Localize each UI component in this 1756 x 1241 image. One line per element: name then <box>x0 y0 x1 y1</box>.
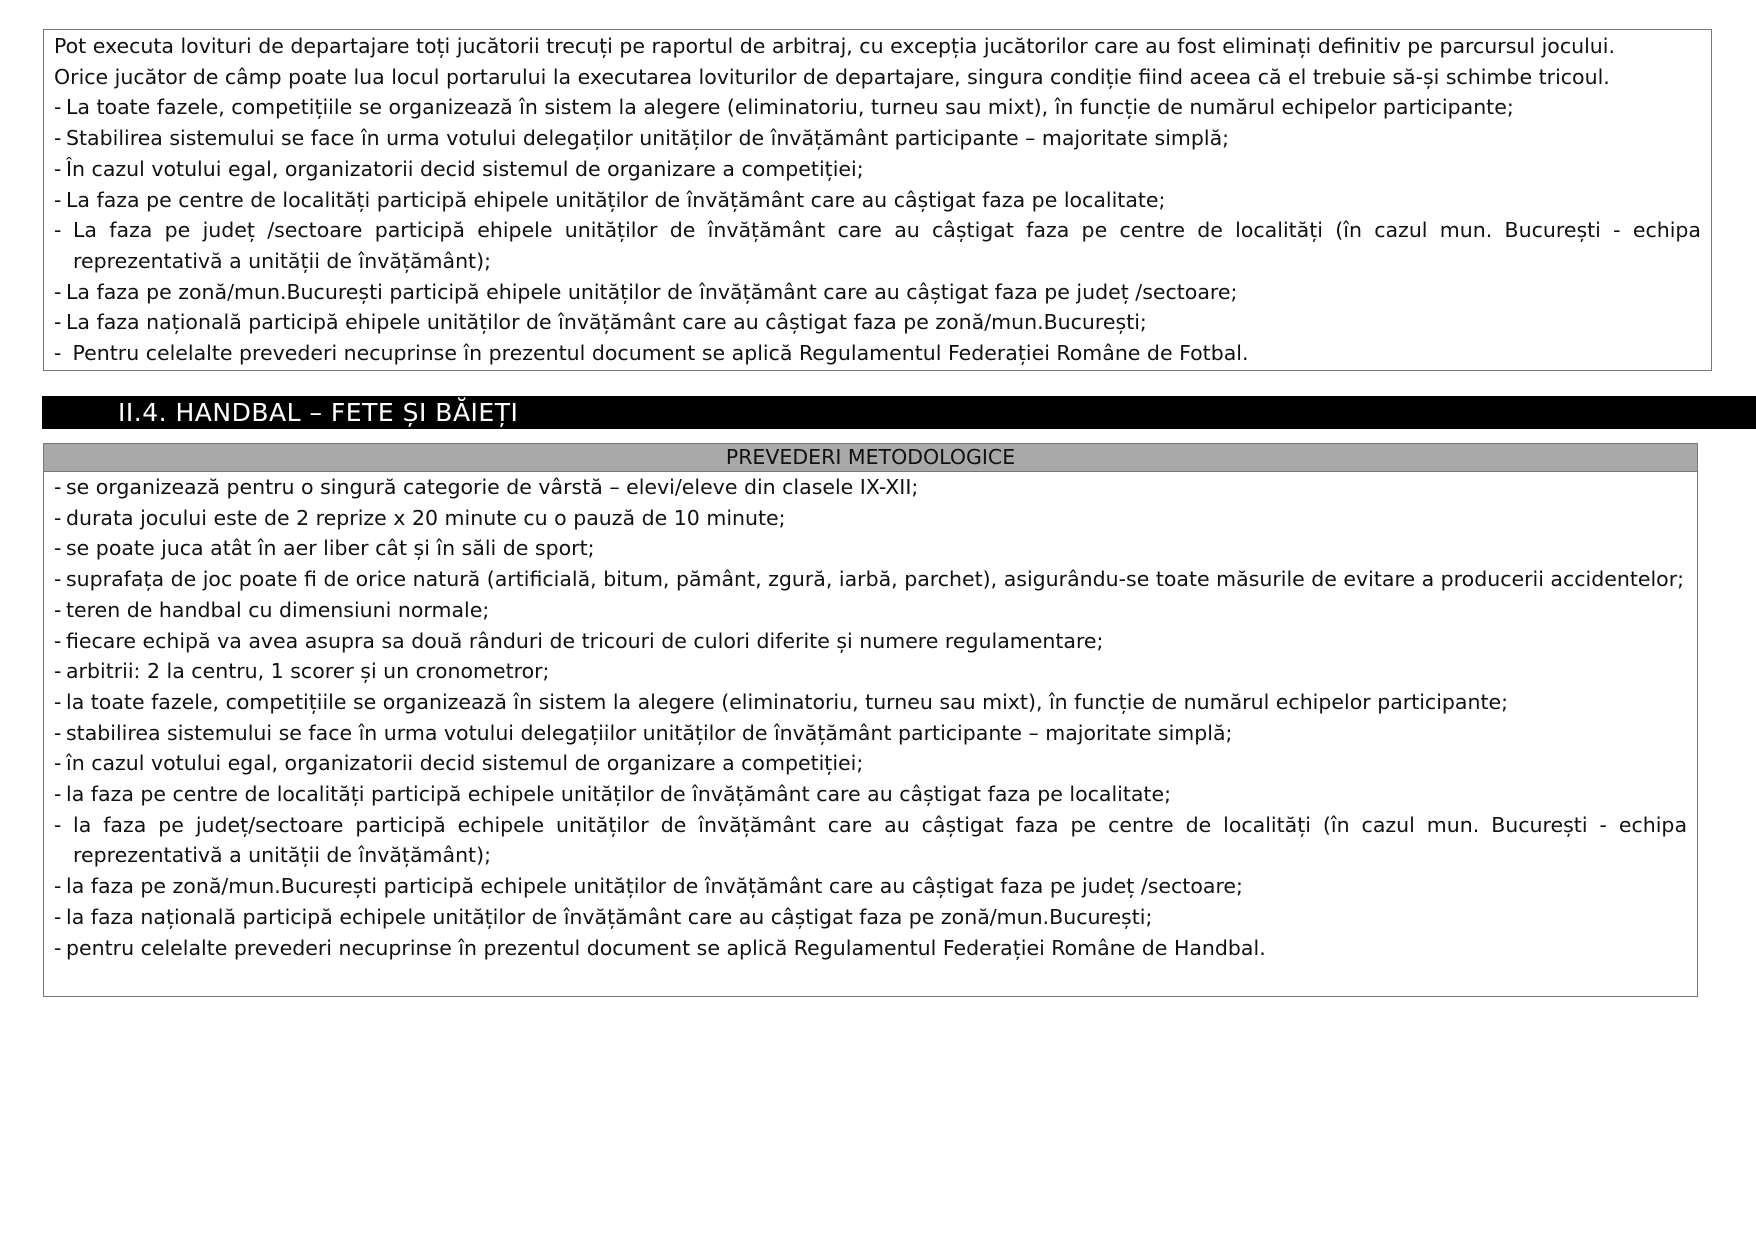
list-item <box>54 595 1687 626</box>
list-item <box>54 718 1687 749</box>
list-item <box>54 748 1687 779</box>
list-item-text: La faza pe centre de localități participă ehipele unităților de învățământ care au câștigat faza pe localitate; <box>66 187 1166 212</box>
list-item-text: Stabilirea sistemului se face în urma votului delegaților unităților de învățământ participante – majoritate simplă; <box>66 126 1230 151</box>
list-item <box>54 626 1687 657</box>
bullet-dash: - <box>54 475 62 499</box>
list-item-text: se organizează pentru o singură categorie de vârstă – elevi/eleve din clasele IX-XII; <box>66 475 919 499</box>
table-header: PREVEDERI METODOLOGICE <box>44 444 1697 472</box>
list-item <box>54 687 1687 718</box>
bullet-dash: - <box>54 536 62 561</box>
bullet-dash: - <box>54 567 62 592</box>
list-item <box>54 185 1701 216</box>
intro-line: Pot executa lovituri de departajare toți jucătorii trecuți pe raportul de arbitraj, cu excepția jucătorilor care au fost eliminați definitiv pe parcursul jocului. <box>54 34 1615 58</box>
bullet-dash: - <box>54 782 62 807</box>
list-item <box>54 472 1687 503</box>
bullet-dash: - <box>54 95 62 120</box>
list-item <box>54 215 1701 276</box>
list-item-text: La toate fazele, competițiile se organizează în sistem la alegere (eliminatoriu, turneu sau mixt), în funcție de numărul echipelor participante; <box>66 95 1514 120</box>
bullet-dash: - <box>54 628 62 653</box>
list-item-text: la faza pe zonă/mun.București participă echipele unităților de învățământ care au câștigat faza pe județ /sectoare; <box>66 874 1243 899</box>
bullet-dash: - <box>54 935 62 960</box>
list-item-text: La faza pe zonă/mun.București participă ehipele unităților de învățământ care au câștigat faza pe județ /sectoare; <box>66 279 1238 304</box>
list-item <box>54 779 1687 810</box>
list-item <box>54 810 1687 871</box>
intro-line: Orice jucător de câmp poate lua locul portarului la executarea loviturilor de departajare, singura condiție fiind aceea că el trebuie să-și schimbe tricoul. <box>54 64 1610 89</box>
list-item <box>54 123 1701 154</box>
list-item-text: pentru celelalte prevederi necuprinse în prezentul document se aplică Regulamentul Federației Române de Handbal. <box>66 935 1266 960</box>
list-item-text: la faza pe județ/sectoare participă echipele unităților de învățământ care au câștigat faza pe centre de localități (în cazul mun. București - echipa reprezentativă a unității de învățământ); <box>73 812 1687 868</box>
bullet-dash: - <box>54 689 62 714</box>
table-body <box>44 472 1697 963</box>
bullet-dash: - <box>54 310 62 335</box>
list-item <box>54 933 1687 964</box>
list-item <box>54 338 1701 369</box>
bullet-dash: - <box>54 720 62 745</box>
list-item-text: durata jocului este de 2 reprize x 20 minute cu o pauză de 10 minute; <box>66 505 786 530</box>
list-item <box>54 902 1687 933</box>
bullet-dash: - <box>54 279 62 304</box>
list-item-text: La faza națională participă ehipele unităților de învățământ care au câștigat faza pe zonă/mun.București; <box>66 310 1147 335</box>
list-item-text: la toate fazele, competițiile se organizează în sistem la alegere (eliminatoriu, turneu sau mixt), în funcție de numărul echipelor participante; <box>66 689 1509 714</box>
list-item-text: la faza pe centre de localități participă echipele unităților de învățământ care au câștigat faza pe localitate; <box>66 782 1171 807</box>
list-item <box>54 92 1701 123</box>
bullet-dash: - <box>54 904 62 929</box>
list-item-text: În cazul votului egal, organizatorii decid sistemul de organizare a competiției; <box>66 156 864 181</box>
bullet-dash: - <box>54 126 62 151</box>
bullet-dash: - <box>54 812 62 837</box>
list-item-text: fiecare echipă va avea asupra sa două rânduri de tricouri de culori diferite și numere regulamentare; <box>66 628 1104 653</box>
section-title: II.4. HANDBAL – FETE ȘI BĂIEȚI <box>42 396 1756 429</box>
list-item <box>54 154 1701 185</box>
list-item-text: în cazul votului egal, organizatorii decid sistemul de organizare a competiției; <box>66 751 864 776</box>
list-item <box>54 871 1687 902</box>
list-item-text: teren de handbal cu dimensiuni normale; <box>66 597 490 622</box>
bullet-dash: - <box>54 187 62 212</box>
bullet-dash: - <box>54 218 62 243</box>
handball-rules-table <box>43 443 1698 997</box>
bullet-dash: - <box>54 505 62 530</box>
list-item <box>54 503 1687 534</box>
bullet-dash: - <box>54 874 62 899</box>
list-item-text: Pentru celelalte prevederi necuprinse în prezentul document se aplică Regulamentul Federației Române de Fotbal. <box>66 341 1249 366</box>
bullet-dash: - <box>54 597 62 622</box>
list-item-text: stabilirea sistemului se face în urma votului delegațiilor unităților de învățământ participante – majoritate simplă; <box>66 720 1233 745</box>
list-item-text: la faza națională participă echipele unităților de învățământ care au câștigat faza pe zonă/mun.București; <box>66 904 1153 929</box>
list-item <box>54 656 1687 687</box>
list-item <box>54 307 1701 338</box>
bullet-dash: - <box>54 659 62 684</box>
list-item-text: arbitrii: 2 la centru, 1 scorer și un cronometror; <box>66 659 550 684</box>
list-item-text: se poate juca atât în aer liber cât și în săli de sport; <box>66 536 595 561</box>
list-item-text: La faza pe județ /sectoare participă ehipele unităților de învățământ care au câștigat faza pe centre de localități (în cazul mun. București - echipa reprezentativă a unității de învățământ); <box>73 218 1701 273</box>
bullet-dash: - <box>54 341 62 366</box>
football-rules-box <box>43 29 1712 371</box>
list-item-text: suprafața de joc poate fi de orice natură (artificială, bitum, pământ, zgură, iarbă, parchet), asigurându-se toate măsurile de evitare a producerii accidentelor; <box>66 567 1685 592</box>
bullet-dash: - <box>54 751 62 776</box>
list-item <box>54 533 1687 564</box>
list-item <box>54 277 1701 308</box>
bullet-dash: - <box>54 156 62 181</box>
list-item <box>54 564 1687 595</box>
